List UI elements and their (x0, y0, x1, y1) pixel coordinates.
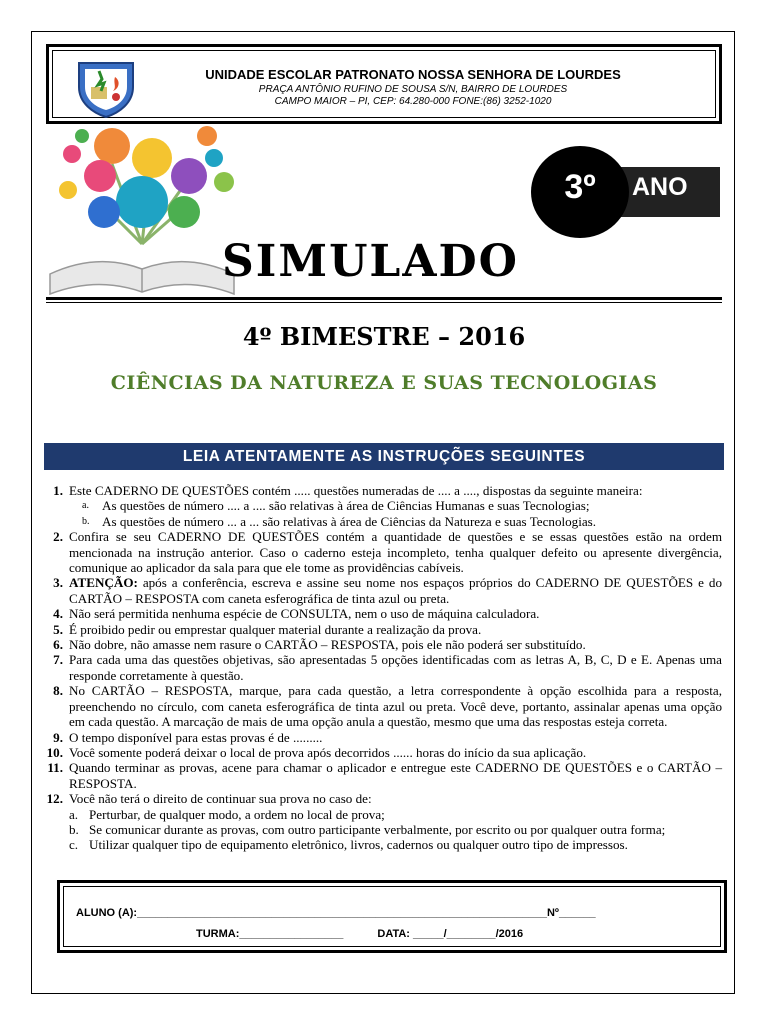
school-address (203, 84, 623, 108)
school-name: UNIDADE ESCOLAR PATRONATO NOSSA SENHORA DE LOURDES (205, 67, 621, 82)
list-item: 9. O tempo disponível para estas provas é de ......... (53, 729, 323, 745)
class-date-row (196, 928, 523, 940)
list-item: 2. Confira se seu CADERNO DE QUESTÕES contém a quantidade de questões e se essas questões estão na ordem mencionada na instrução anterior. Caso o caderno esteja incompleto, tenha qualquer defeito ou apresente divergência, comunique ao aplicador da sala para que ele tome as providências cabíveis. (53, 529, 722, 576)
subject-area: CIÊNCIAS DA NATUREZA E SUAS TECNOLOGIAS (110, 372, 658, 394)
list-item: 8. No CARTÃO – RESPOSTA, marque, para cada questão, a letra correspondente à opção escolhida para a resposta, preenchendo no círculo, com caneta esferográfica de tinta azul ou preta. Você deve, portanto, assinalar apenas uma opção em cada questão. A marcação de mais de uma opção anula a questão, mesmo que uma das respostas esteja correta. (53, 683, 722, 730)
address-line-1: PRAÇA ANTÔNIO RUFINO DE SOUSA S/N, BAIRRO DE LOURDES (258, 84, 568, 95)
title-divider-thin (46, 302, 722, 303)
student-name-field[interactable]: ALUNO (A):___________________________________________________________________Nº______ (76, 907, 596, 919)
list-subitem: b. Se comunicar durante as provas, com outro participante verbalmente, por escrito ou por qualquer outra forma; (69, 821, 666, 837)
page-title: SIMULADO (222, 236, 519, 287)
list-item: 7. Para cada uma das questões objetivas, são apresentadas 5 opções identificadas com as letras A, B, C, D e E. Apenas uma responde corretamente à questão. (53, 652, 722, 683)
list-subitem: a. Perturbar, de qualquer modo, a ordem no local de prova; (69, 806, 385, 822)
list-item: 10. Você somente poderá deixar o local de prova após decorridos ...... horas do início da sua aplicação. (46, 744, 587, 760)
bimestre-heading: 4º BIMESTRE – 2016 (242, 322, 526, 351)
list-item: 12. Você não terá o direito de continuar sua prova no caso de: (46, 791, 372, 807)
class-field[interactable]: TURMA:_________________ (196, 928, 344, 940)
list-subitem: c. Utilizar qualquer tipo de equipamento eletrônico, livros, cadernos ou qualquer outro tipo de impressos. (69, 837, 628, 853)
list-item: 11. Quando terminar as provas, acene para chamar o aplicador e entregue este CADERNO DE QUESTÕES e o CARTÃO – RESPOSTA. (47, 760, 722, 791)
grade-number: 3º (564, 168, 596, 206)
list-item: 1. Este CADERNO DE QUESTÕES contém ..... questões numeradas de .... a ...., dispostas da seguinte maneira: (53, 483, 643, 498)
school-logo-icon (71, 57, 141, 119)
list-subitem: a. As questões de número .... a .... são relativas à área de Ciências Humanas e suas Tecnologias; (82, 498, 590, 514)
list-item: 6. Não dobre, não amasse nem rasure o CARTÃO – RESPOSTA, pois ele não poderá ser substituído. (53, 637, 586, 653)
list-item: 4. Não será permitida nenhuma espécie de CONSULTA, nem o uso de máquina calculadora. (53, 606, 540, 622)
attention-label: ATENÇÃO: (69, 575, 138, 591)
school-header (46, 44, 722, 124)
title-divider (46, 297, 722, 300)
science-book-illustration-icon (42, 124, 242, 304)
list-item: 3. ATENÇÃO: após a conferência, escreva e assine seu nome nos espaços próprios do CADERNO DE QUESTÕES e do CARTÃO – RESPOSTA com caneta esferográfica de tinta azul ou preta. (53, 575, 722, 606)
date-field[interactable]: DATA: _____/________/2016 (377, 928, 524, 940)
instructions-list (44, 483, 722, 853)
list-subitem: b. As questões de número ... a ... são relativas à área de Ciências da Natureza e suas Tecnologias. (82, 513, 597, 529)
instructions-header: LEIA ATENTAMENTE AS INSTRUÇÕES SEGUINTES (44, 443, 724, 470)
address-line-2: CAMPO MAIOR – PI, CEP: 64.280-000 FONE:(86) 3252-1020 (274, 96, 552, 107)
grade-label: ANO (632, 173, 688, 201)
list-item: 5. É proibido pedir ou emprestar qualquer material durante a realização da prova. (53, 621, 482, 637)
student-info-form (57, 880, 727, 953)
